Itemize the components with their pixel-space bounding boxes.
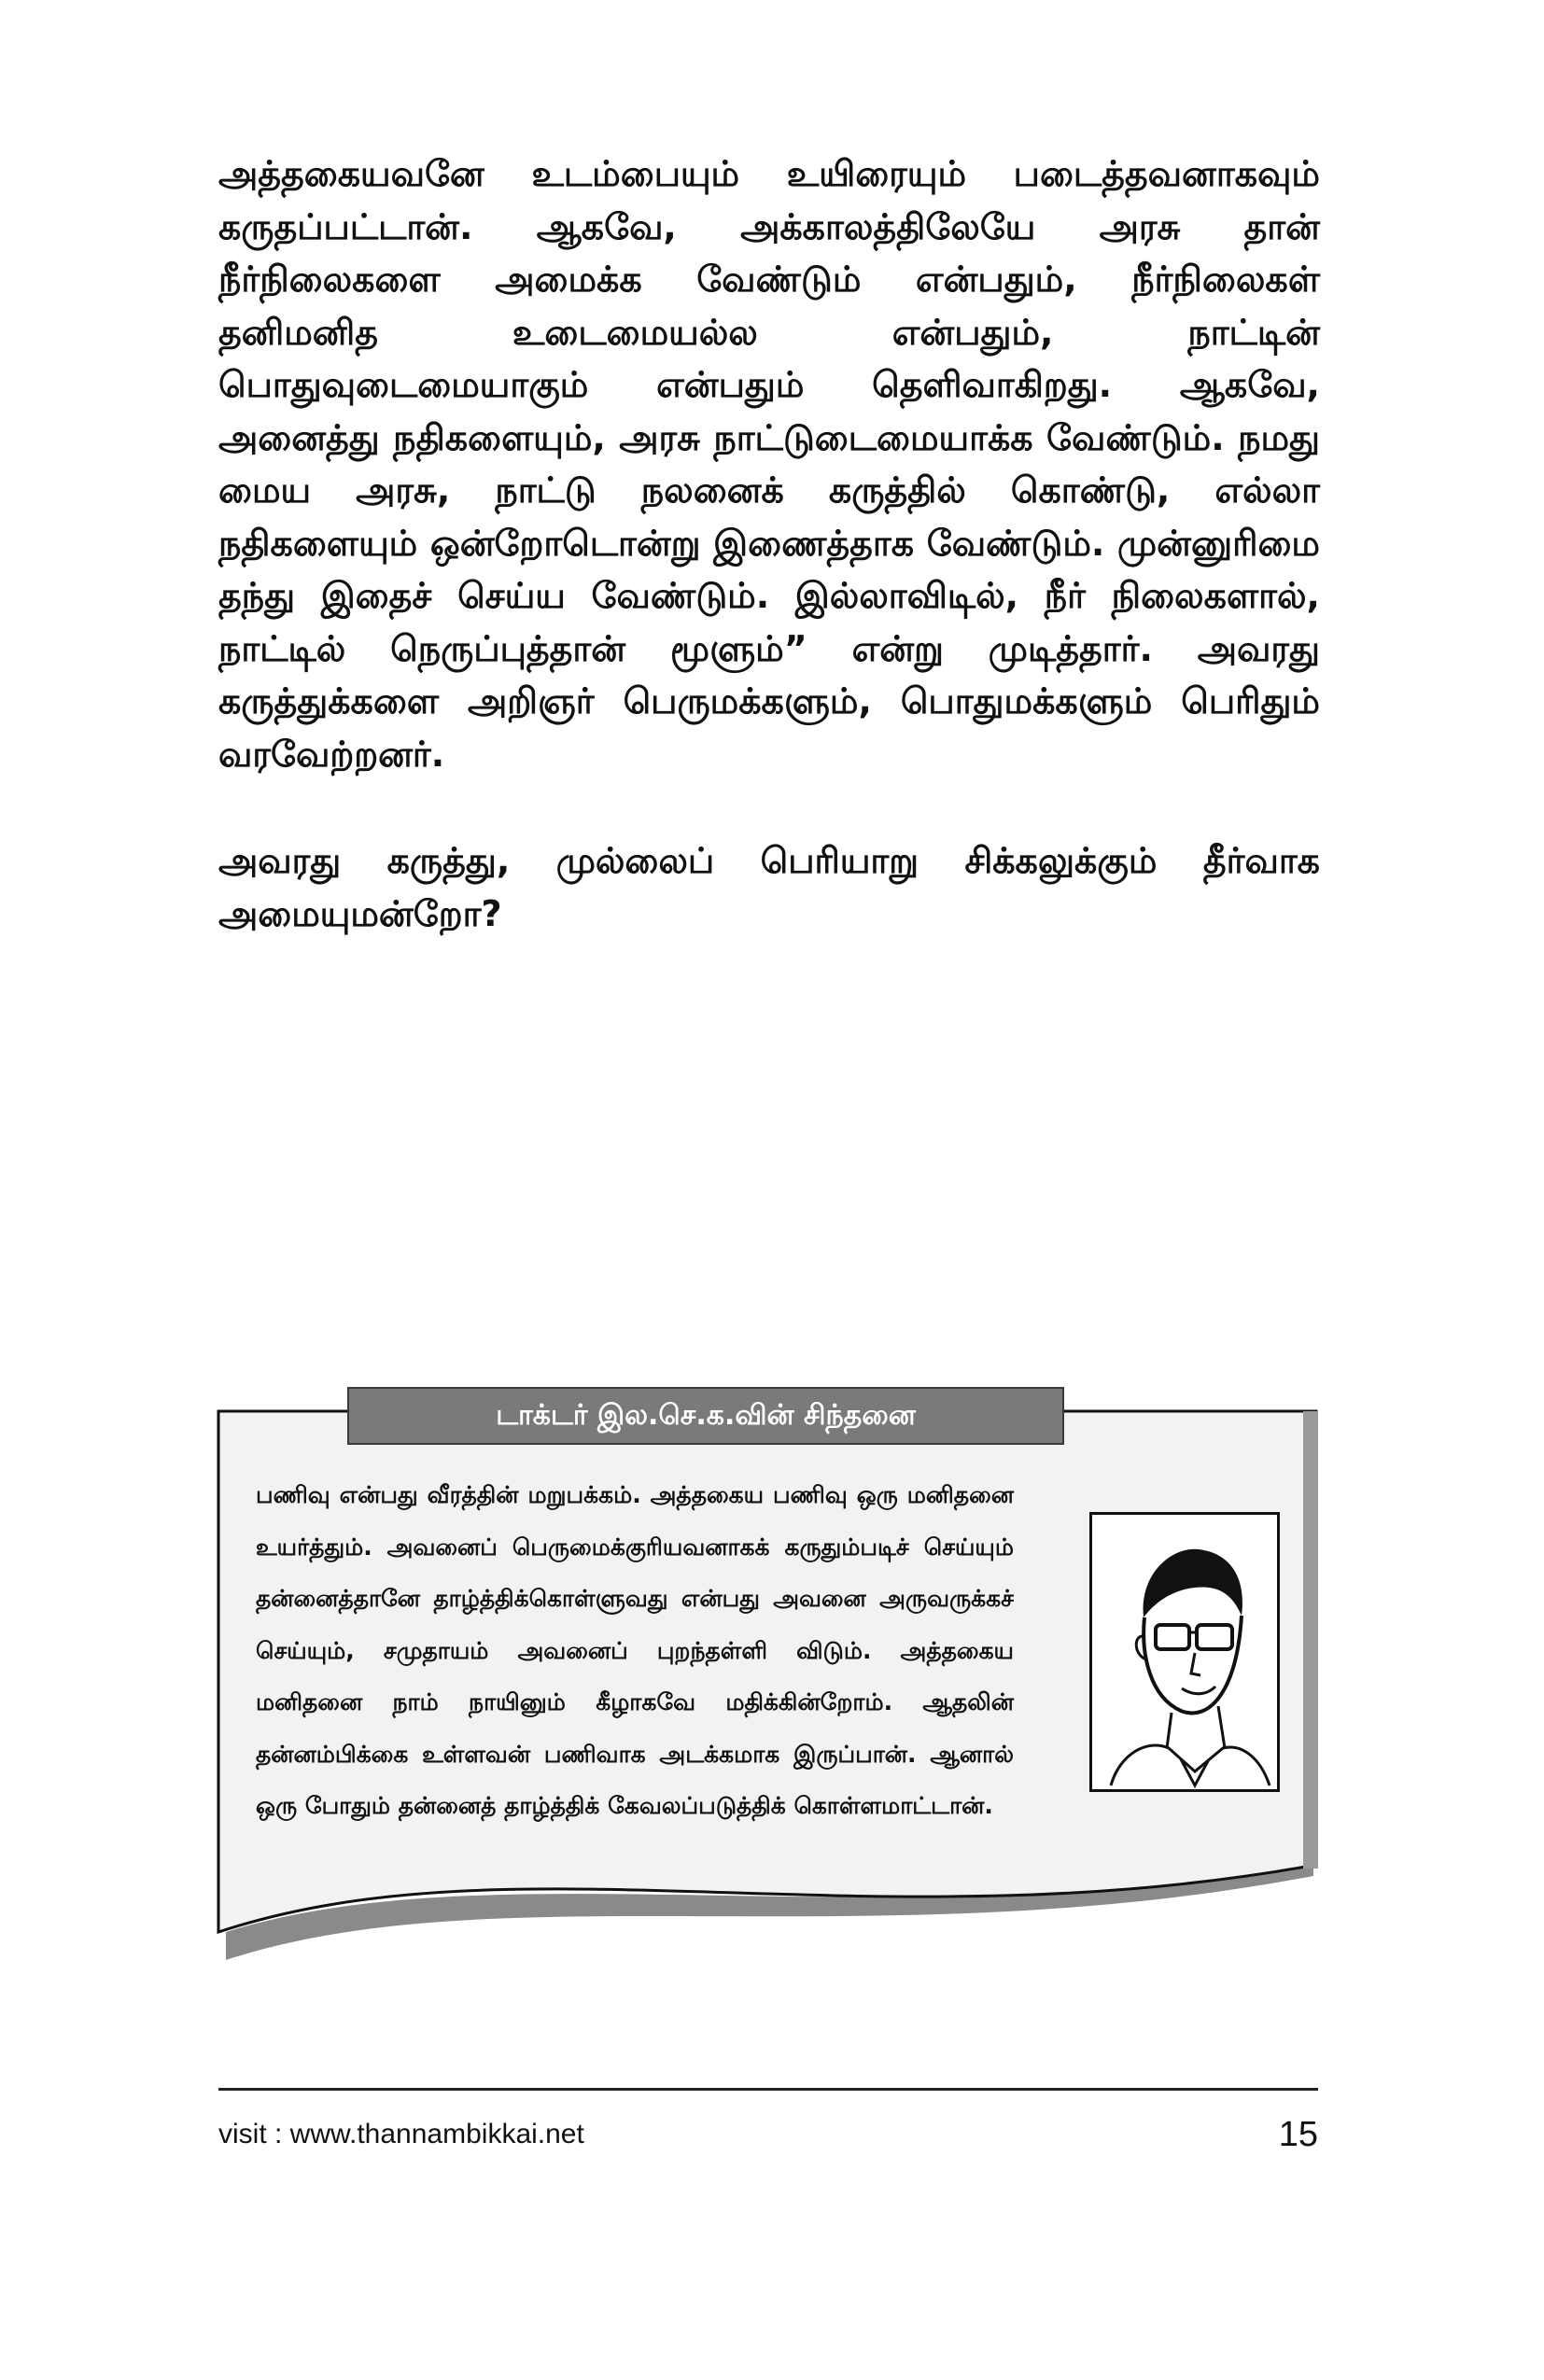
quote-title: டாக்டர் இல.செ.க.வின் சிந்தனை	[347, 1387, 1064, 1445]
body-paragraph: அவரது கருத்து, முல்லைப் பெரியாறு சிக்கலுக்கும் தீர்வாக அமையுமன்றோ?	[218, 840, 1320, 934]
page-number: 15	[1278, 2115, 1318, 2154]
website-link[interactable]: visit : www.thannambikkai.net	[218, 2119, 584, 2149]
quote-box	[217, 1399, 1318, 1966]
quote-text: பணிவு என்பது வீரத்தின் மறுபக்கம். அத்தகைய பணிவு ஒரு மனிதனை உயர்த்தும். அவனைப் பெருமைக்குரியவனாகக் கருதும்படிச் செய்யும் தன்னைத்தானே தாழ்த்திக்கொள்ளுவது என்பது அவனை அருவருக்கச் செய்யும், சமுதாயம் அவனைப் புறந்தள்ளி விடும். அத்தகைய மனிதனை நாம் நாயினும் கீழாகவே மதிக்கின்றோம். ஆதலின் தன்னம்பிக்கை உள்ளவன் பணிவாக அடக்கமாக இருப்பான். ஆனால் ஒரு போதும் தன்னைத் தாழ்த்திக் கேவலப்படுத்திக் கொள்ளமாட்டான்.	[256, 1481, 1014, 1819]
footer-divider	[218, 2088, 1318, 2091]
article-body	[218, 147, 1320, 940]
portrait-sketch-icon	[1089, 1512, 1280, 1792]
body-paragraph: அத்தகையவனே உடம்பையும் உயிரையும் படைத்தவனாகவும் கருதப்பட்டான். ஆகவே, அக்காலத்திலேயே அரசு தான் நீர்நிலைகளை அமைக்க வேண்டும் என்பதும், நீர்நிலைகள் தனிமனித உடைமையல்ல என்பதும், நாட்டின் பொதுவுடைமையாகும் என்பதும் தெளிவாகிறது. ஆகவே, அனைத்து நதிகளையும், அரசு நாட்டுடைமையாக்க வேண்டும். நமது மைய அரசு, நாட்டு நலனைக் கருத்தில் கொண்டு, எல்லா நதிகளையும் ஒன்றோடொன்று இணைத்தாக வேண்டும். முன்னுரிமை தந்து இதைச் செய்ய வேண்டும். இல்லாவிடில், நீர் நிலைகளால், நாட்டில் நெருப்புத்தான் மூளும்” என்று முடித்தார். அவரது கருத்துக்களை அறிஞர் பெருமக்களும், பொதுமக்களும் பெரிதும் வரவேற்றனர்.	[218, 153, 1320, 775]
